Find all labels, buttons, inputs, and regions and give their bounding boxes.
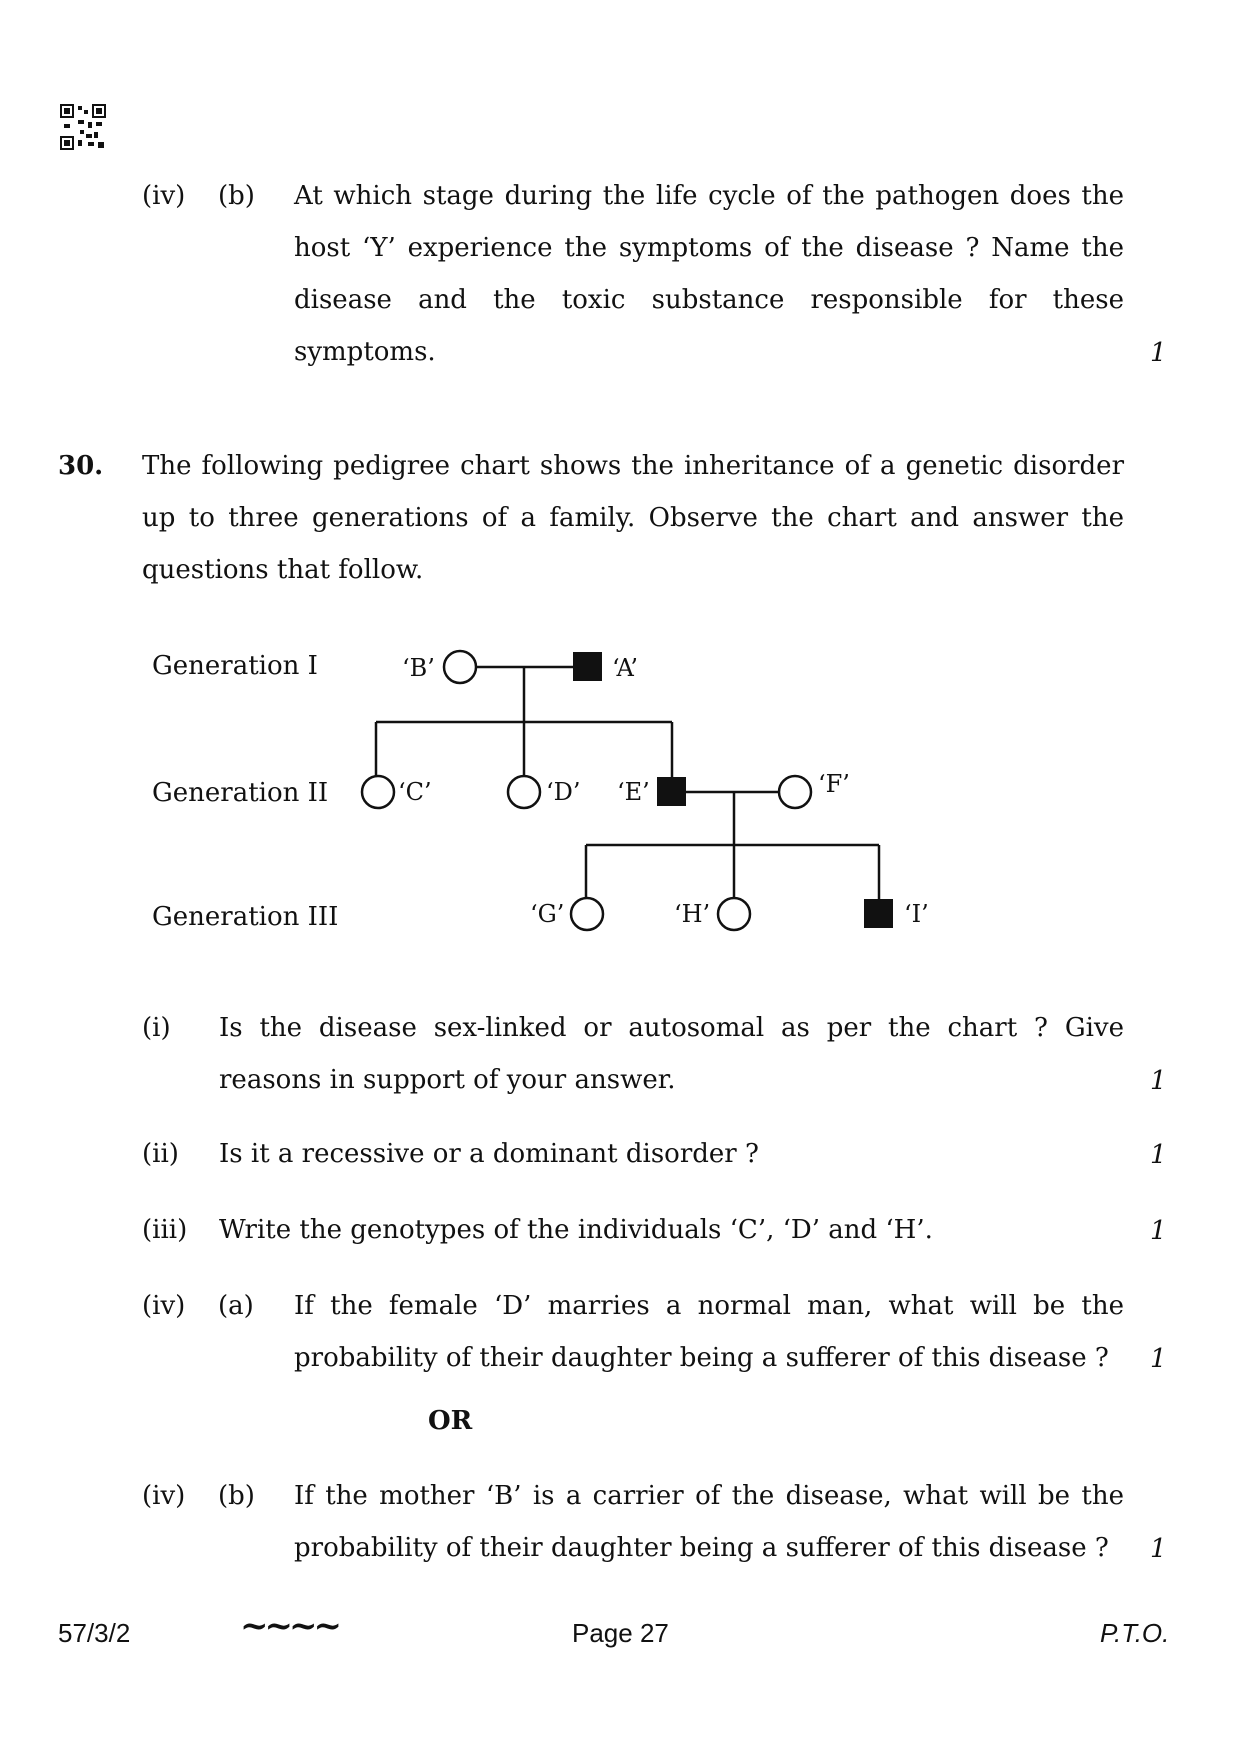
subquestion-line: Write the genotypes of the individuals ‘C’, ‘D’ and ‘H’. <box>219 1215 933 1245</box>
marks: 1 <box>1150 1534 1167 1564</box>
marks: 1 <box>1150 1344 1167 1374</box>
subquestion-number: (iv) <box>142 1481 186 1511</box>
generation-label: Generation III <box>152 902 339 932</box>
individual-label-G: ‘G’ <box>530 900 565 928</box>
female-G-symbol <box>571 898 603 930</box>
marks: 1 <box>1150 338 1167 368</box>
subquestion-line: probability of their daughter being a sufferer of this disease ? <box>294 1343 1109 1373</box>
subquestion-number: (ii) <box>142 1139 179 1169</box>
female-H-symbol <box>718 898 750 930</box>
generation-label: Generation I <box>152 651 318 681</box>
female-C-symbol <box>362 776 394 808</box>
male-A-affected-symbol <box>573 652 602 681</box>
individual-label-H: ‘H’ <box>674 900 711 928</box>
subquestion-line: Is it a recessive or a dominant disorder ? <box>219 1139 759 1169</box>
marks: 1 <box>1150 1140 1167 1170</box>
individual-label-D: ‘D’ <box>546 778 581 806</box>
female-B-symbol <box>444 651 476 683</box>
pedigree-chart <box>0 620 1241 960</box>
sub-part-letter: (a) <box>218 1291 254 1321</box>
subquestion-number: (i) <box>142 1013 171 1043</box>
female-D-symbol <box>508 776 540 808</box>
marks: 1 <box>1150 1066 1167 1096</box>
female-F-symbol <box>779 776 811 808</box>
subquestion-line: probability of their daughter being a sufferer of this disease ? <box>294 1533 1109 1563</box>
question-number: 30. <box>58 451 104 481</box>
male-I-affected-symbol <box>864 899 893 928</box>
text-line: host ‘Y’ experience the symptoms of the disease ? Name the <box>294 233 1124 263</box>
pto-label: P.T.O. <box>1100 1618 1170 1648</box>
subquestion-line: If the mother ‘B’ is a carrier of the disease, what will be the <box>294 1481 1124 1511</box>
individual-label-C: ‘C’ <box>398 778 432 806</box>
subquestion-line: If the female ‘D’ marries a normal man, what will be the <box>294 1291 1124 1321</box>
text-line: disease and the toxic substance responsible for these <box>294 285 1124 315</box>
question-line: up to three generations of a family. Observe the chart and answer the <box>142 503 1124 533</box>
individual-label-A: ‘A’ <box>612 654 638 682</box>
part-number: (iv) <box>142 181 186 211</box>
text-line: symptoms. <box>294 337 436 367</box>
wave-decoration: ~~~~ <box>240 1606 338 1646</box>
subquestion-line: reasons in support of your answer. <box>219 1065 676 1095</box>
subquestion-number: (iii) <box>142 1215 188 1245</box>
generation-label: Generation II <box>152 778 329 808</box>
marks: 1 <box>1150 1216 1167 1246</box>
qr-code-icon <box>60 104 106 150</box>
individual-label-F: ‘F’ <box>818 770 850 798</box>
question-line: questions that follow. <box>142 555 424 585</box>
subquestion-line: Is the disease sex-linked or autosomal as per the chart ? Give <box>219 1013 1124 1043</box>
sub-part-letter: (b) <box>218 1481 255 1511</box>
sub-part-letter: (b) <box>218 181 255 211</box>
paper-code: 57/3/2 <box>58 1618 131 1648</box>
or-separator: OR <box>428 1406 473 1436</box>
individual-label-I: ‘I’ <box>904 900 929 928</box>
page-number: Page 27 <box>572 1618 669 1648</box>
subquestion-number: (iv) <box>142 1291 186 1321</box>
text-line: At which stage during the life cycle of the pathogen does the <box>294 181 1124 211</box>
male-E-affected-symbol <box>657 777 686 806</box>
individual-label-E: ‘E’ <box>617 778 650 806</box>
question-line: The following pedigree chart shows the inheritance of a genetic disorder <box>142 451 1124 481</box>
individual-label-B: ‘B’ <box>402 654 435 682</box>
